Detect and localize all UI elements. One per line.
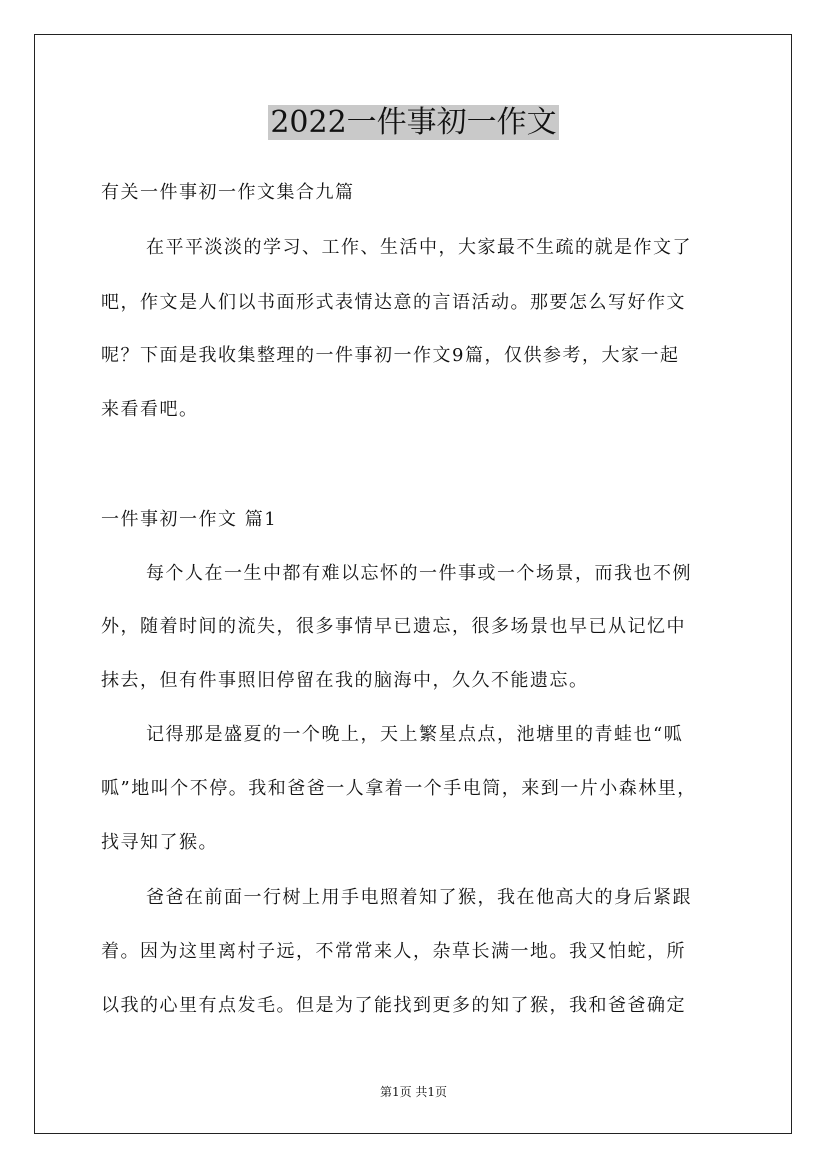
paragraph-line: 呱”地叫个不停。我和爸爸一人拿着一个手电筒，来到一片小森林里， [101,778,697,799]
intro-line: 呢？下面是我收集整理的一件事初一作文9篇，仅供参考，大家一起 [101,345,680,366]
document-title: 2022一件事初一作文 [270,105,557,140]
paragraph-line: 外，随着时间的流失，很多事情早已遗忘，很多场景也早已从记忆中 [101,616,686,637]
paragraph-line: 以我的心里有点发毛。但是为了能找到更多的知了猴，我和爸爸确定 [101,995,686,1016]
paragraph-line: 着。因为这里离村子远，不常常来人，杂草长满一地。我又怕蛇，所 [101,941,686,962]
paragraph-line: 找寻知了猴。 [101,832,218,853]
paragraph-line: 记得那是盛夏的一个晚上，天上繁星点点，池塘里的青蛙也“呱 [146,724,684,745]
page-footer: 第1页 共1页 [379,1085,448,1099]
paragraph-line: 爸爸在前面一行树上用手电照着知了猴，我在他高大的身后紧跟 [146,887,692,908]
intro-line: 吧，作文是人们以书面形式表情达意的言语活动。那要怎么写好作文 [101,292,686,313]
paragraph-line: 抹去，但有件事照旧停留在我的脑海中，久久不能遗忘。 [101,670,589,691]
intro-line: 来看看吧。 [101,399,199,420]
document-subtitle: 有关一件事初一作文集合九篇 [101,182,355,203]
intro-line: 在平平淡淡的学习、工作、生活中，大家最不生疏的就是作文了 [146,237,692,258]
section-heading: 一件事初一作文 篇1 [101,509,278,530]
paragraph-line: 每个人在一生中都有难以忘怀的一件事或一个场景，而我也不例 [146,563,692,584]
